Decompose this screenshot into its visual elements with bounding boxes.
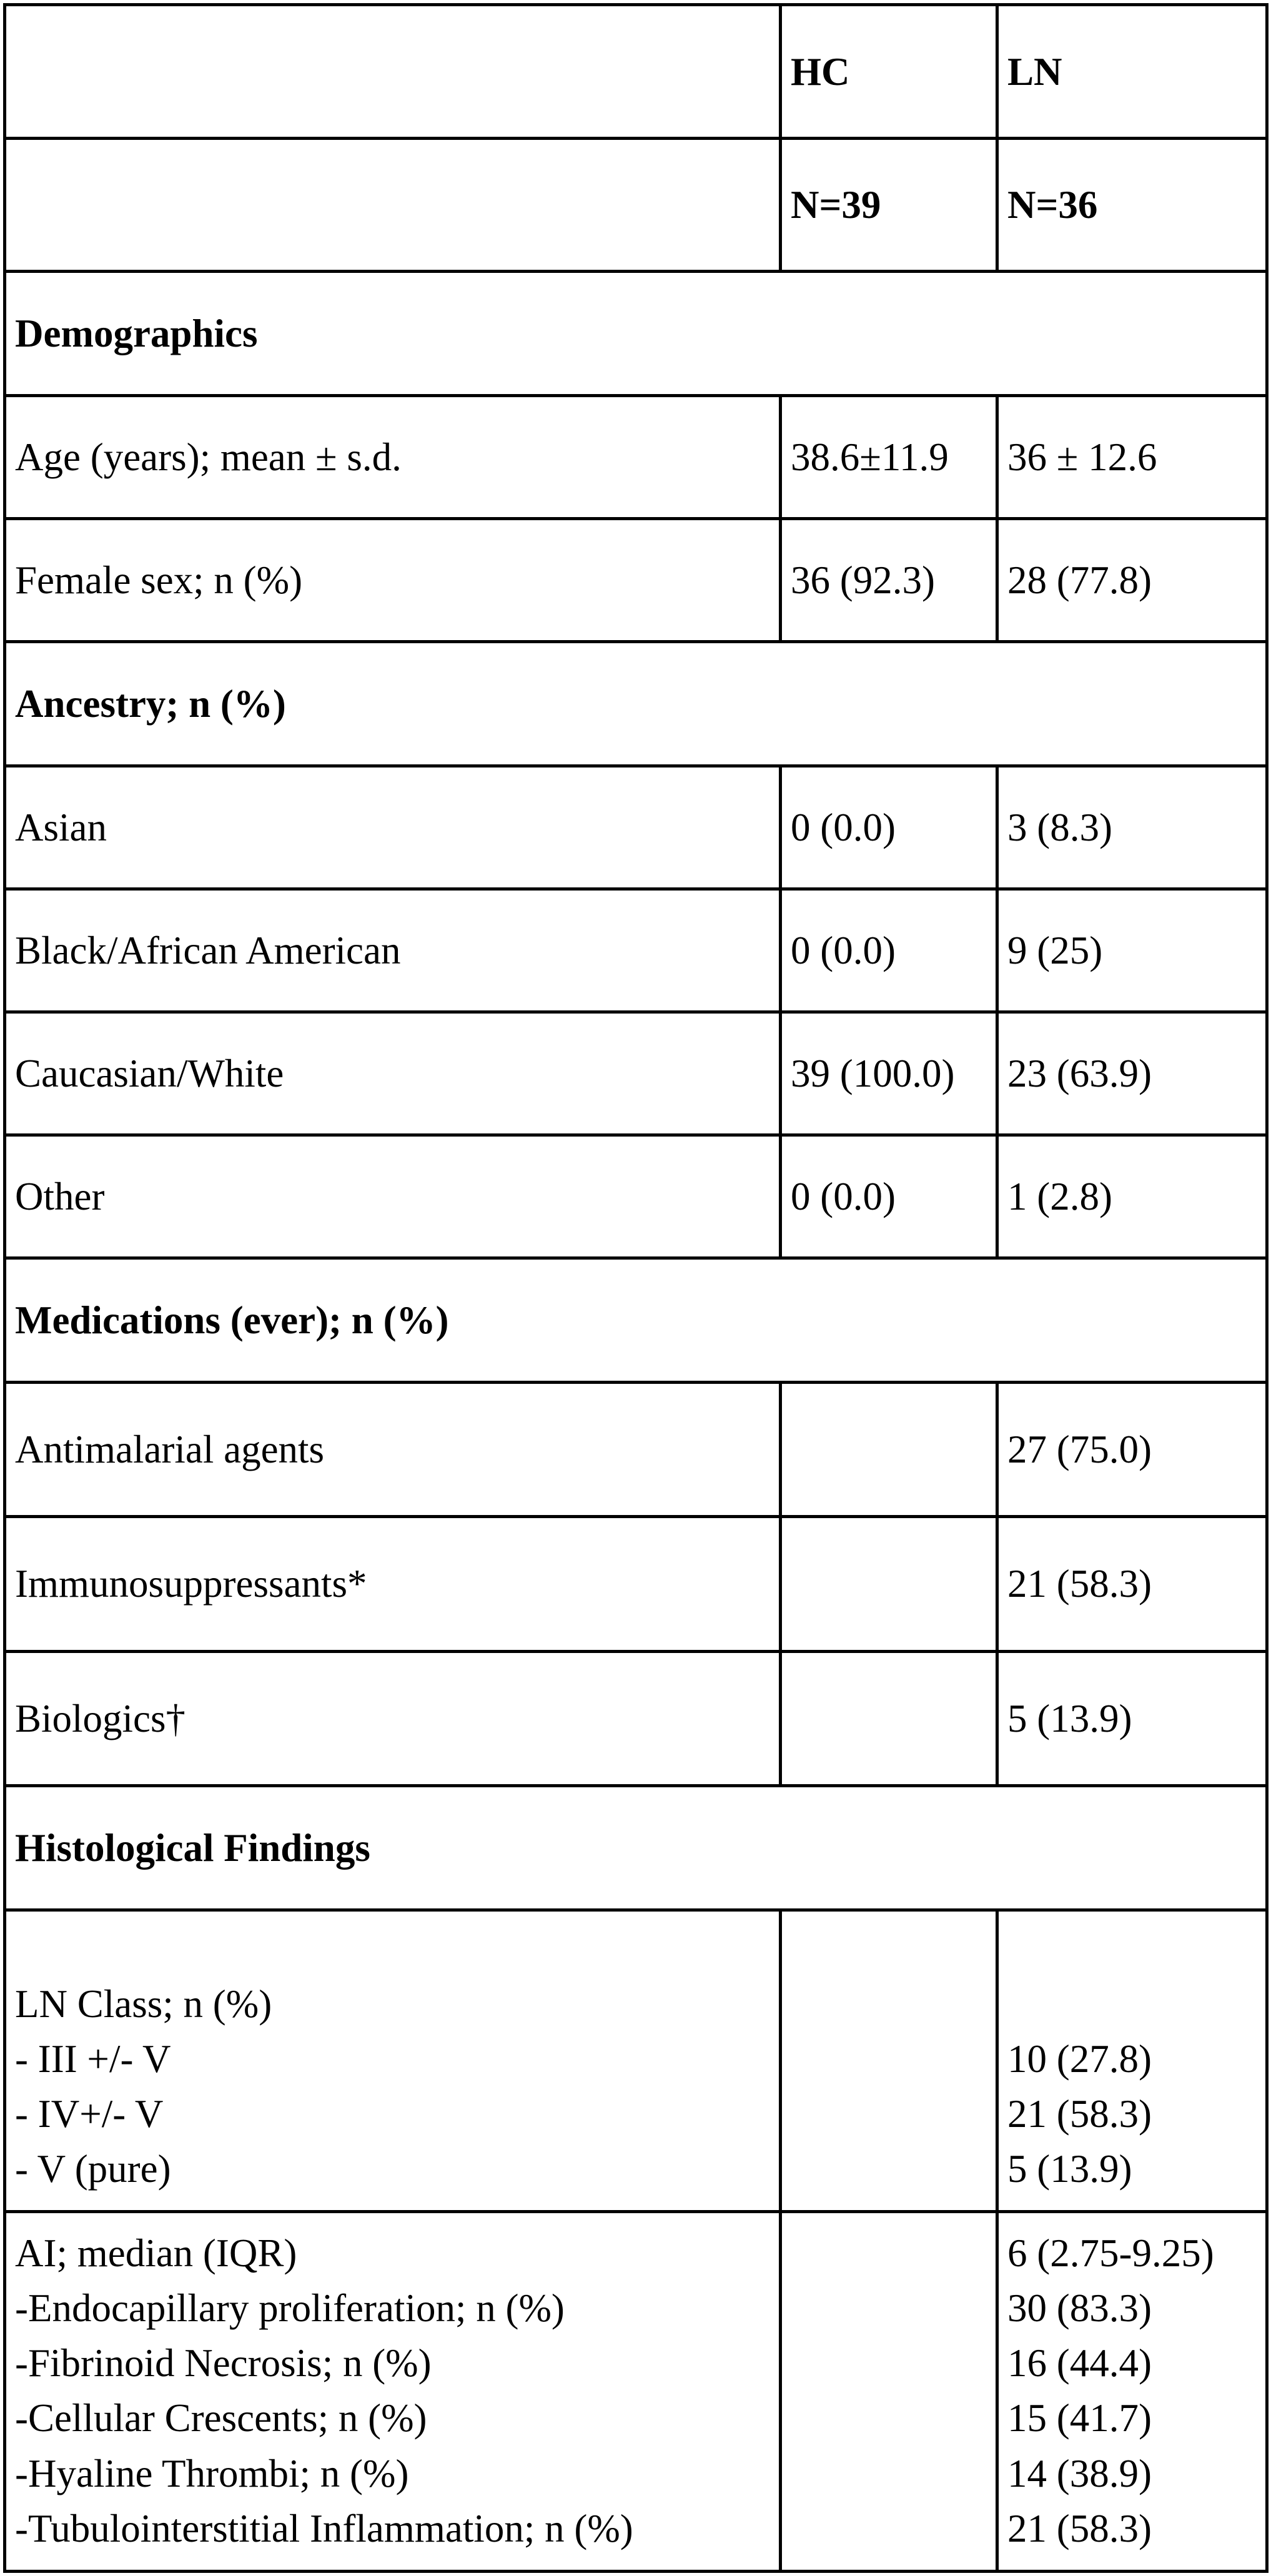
ai-value: 21 (58.3): [1007, 2506, 1152, 2550]
row-label: Antimalarial agents: [5, 1382, 781, 1516]
ai-item: -Endocapillary proliferation; n (%): [15, 2286, 565, 2331]
ln-class-labels: [5, 1910, 781, 2212]
hc-value: 38.6±11.9: [781, 395, 997, 518]
ai-value: 30 (83.3): [1007, 2286, 1152, 2331]
ln-class-item: - V (pure): [15, 2147, 171, 2191]
row-label: Biologics†: [5, 1651, 781, 1785]
cohort-characteristics-table: [3, 3, 1269, 2573]
hc-value: [781, 1910, 997, 2212]
ln-class-item: - IV+/- V: [15, 2091, 164, 2136]
hc-value: [781, 1382, 997, 1516]
ln-value: 5 (13.9): [997, 1651, 1267, 1785]
ln-value: 27 (75.0): [997, 1382, 1267, 1516]
table-row-ln-class: [5, 1910, 1267, 2212]
ai-value: 14 (38.9): [1007, 2451, 1152, 2495]
table-row-activity-index: [5, 2212, 1267, 2572]
ai-value: 15 (41.7): [1007, 2396, 1152, 2440]
ln-class-value: 21 (58.3): [1007, 2091, 1152, 2136]
table-row: [5, 1382, 1267, 1516]
hc-value: [781, 2212, 997, 2572]
table-row: [5, 1012, 1267, 1135]
ln-value: 28 (77.8): [997, 518, 1267, 641]
row-label: Female sex; n (%): [5, 518, 781, 641]
ln-class-heading: LN Class; n (%): [15, 1981, 272, 2026]
ln-class-value: 5 (13.9): [1007, 2147, 1132, 2191]
table-row: [5, 1135, 1267, 1258]
hc-value: 36 (92.3): [781, 518, 997, 641]
row-label: Black/African American: [5, 889, 781, 1012]
table-row: [5, 518, 1267, 641]
header-empty-cell: [5, 5, 781, 139]
ai-item: -Cellular Crescents; n (%): [15, 2396, 427, 2440]
ln-value: 3 (8.3): [997, 766, 1267, 889]
row-label: Caucasian/White: [5, 1012, 781, 1135]
section-row-histology: [5, 1786, 1267, 1910]
row-label: Age (years); mean ± s.d.: [5, 395, 781, 518]
hc-value: 39 (100.0): [781, 1012, 997, 1135]
section-title: Medications (ever); n (%): [5, 1258, 1267, 1382]
hc-value: [781, 1517, 997, 1651]
ai-value: 16 (44.4): [1007, 2341, 1152, 2386]
hc-value: 0 (0.0): [781, 1135, 997, 1258]
ai-item: -Fibrinoid Necrosis; n (%): [15, 2341, 432, 2386]
ln-value: 23 (63.9): [997, 1012, 1267, 1135]
table-row: [5, 766, 1267, 889]
section-title: Histological Findings: [5, 1786, 1267, 1910]
row-label: Asian: [5, 766, 781, 889]
hc-value: 0 (0.0): [781, 889, 997, 1012]
header-row-groups: [5, 5, 1267, 139]
section-row-demographics: [5, 271, 1267, 395]
ln-class-value: 10 (27.8): [1007, 2036, 1152, 2081]
row-label: Immunosuppressants*: [5, 1517, 781, 1651]
ln-value: 21 (58.3): [997, 1517, 1267, 1651]
activity-index-values: [997, 2212, 1267, 2572]
ln-class-values: [997, 1910, 1267, 2212]
section-row-ancestry: [5, 641, 1267, 766]
header-hc-n: N=39: [781, 139, 997, 271]
section-row-medications: [5, 1258, 1267, 1382]
header-hc-label: HC: [781, 5, 997, 139]
header-ln-n: N=36: [997, 139, 1267, 271]
hc-value: [781, 1651, 997, 1785]
table-row: [5, 1651, 1267, 1785]
section-title: Demographics: [5, 271, 1267, 395]
hc-value: 0 (0.0): [781, 766, 997, 889]
ai-item: -Hyaline Thrombi; n (%): [15, 2451, 409, 2495]
ai-item: -Tubulointerstitial Inflammation; n (%): [15, 2506, 633, 2550]
header-row-counts: [5, 139, 1267, 271]
ai-value: 6 (2.75-9.25): [1007, 2231, 1214, 2275]
table-row: [5, 1517, 1267, 1651]
table-row: [5, 889, 1267, 1012]
ai-heading: AI; median (IQR): [15, 2231, 297, 2275]
section-title: Ancestry; n (%): [5, 641, 1267, 766]
row-label: Other: [5, 1135, 781, 1258]
table-row: [5, 395, 1267, 518]
ln-class-item: - III +/- V: [15, 2036, 171, 2081]
ln-value: 36 ± 12.6: [997, 395, 1267, 518]
header-ln-label: LN: [997, 5, 1267, 139]
ln-value: 1 (2.8): [997, 1135, 1267, 1258]
activity-index-labels: [5, 2212, 781, 2572]
ln-value: 9 (25): [997, 889, 1267, 1012]
header-empty-cell: [5, 139, 781, 271]
